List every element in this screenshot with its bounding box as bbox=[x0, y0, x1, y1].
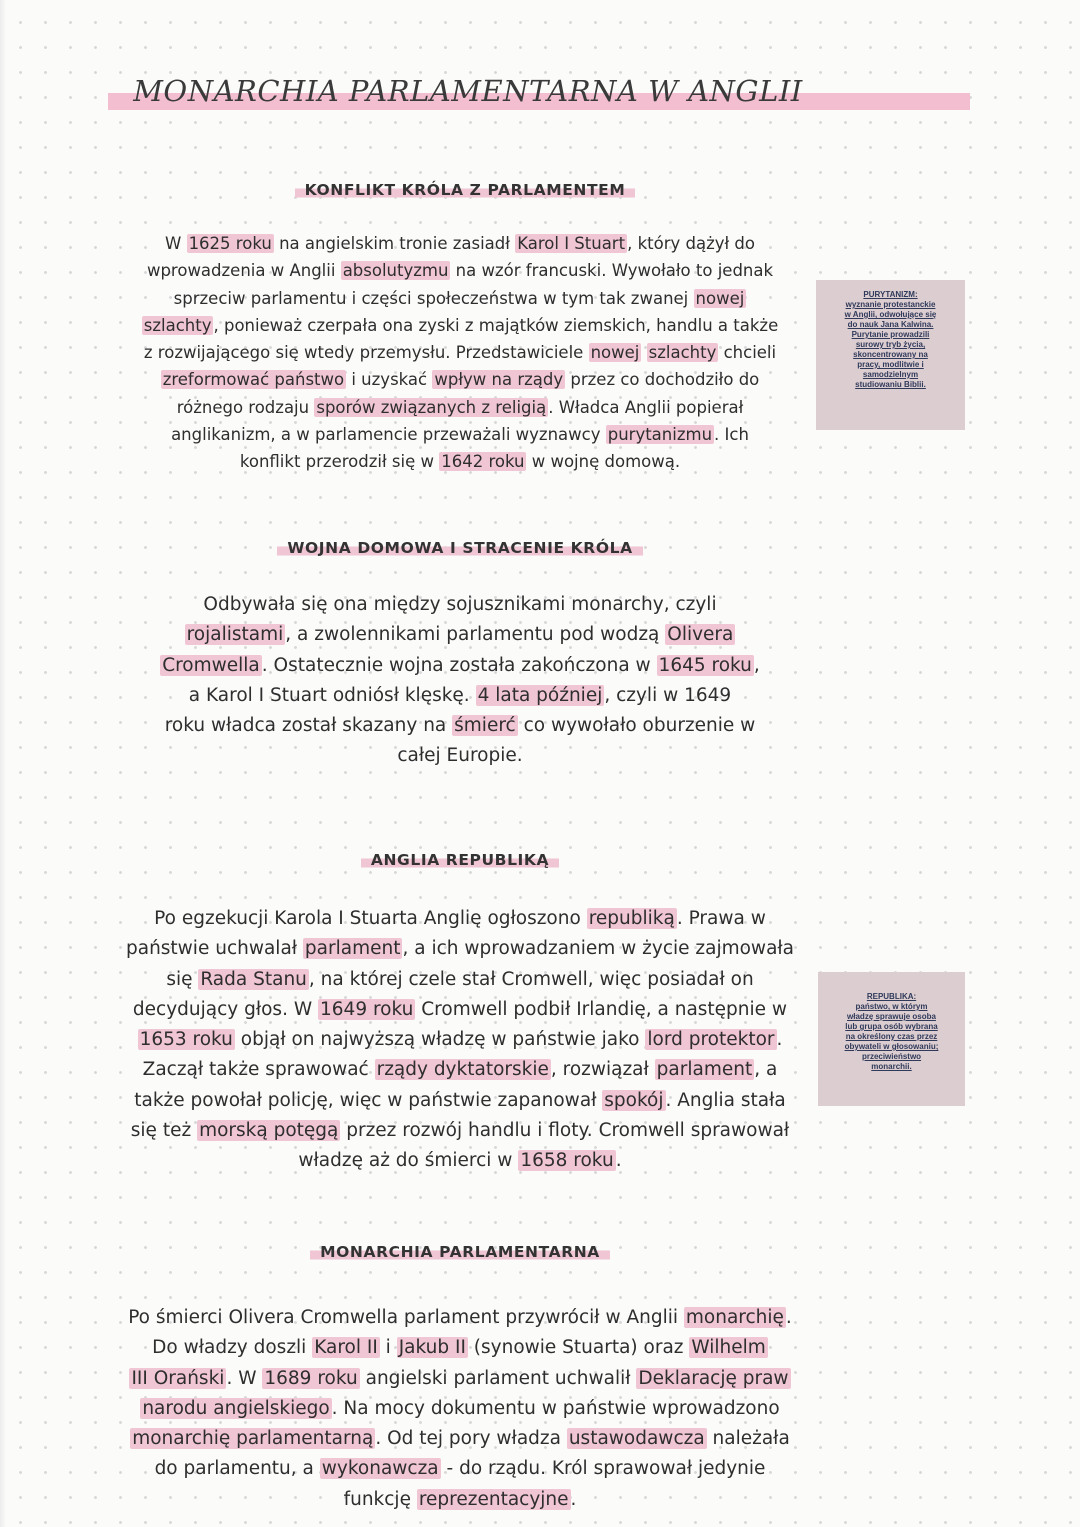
section-heading-text: KONFLIKT KRÓLA Z PARLAMENTEM bbox=[295, 181, 636, 199]
section-heading-monarchia bbox=[280, 1243, 640, 1261]
text-line: monarchię parlamentarną . Od tej pory władza ustawodawcza należała bbox=[132, 1428, 790, 1450]
section-text-republika bbox=[90, 904, 830, 1177]
text-line: III Orański . W 1689 roku angielski parlament uchwalił Deklarację praw bbox=[131, 1367, 789, 1389]
section-heading-wojna bbox=[240, 539, 680, 557]
highlighted-term: Karol I Stuart bbox=[517, 234, 626, 253]
highlighted-term: lord protektor bbox=[647, 1029, 775, 1051]
note-line: na określony czas przez bbox=[845, 1032, 938, 1041]
text-line: szlachty , ponieważ czerpała ona zyski z majątków ziemskich, handlu a także bbox=[143, 315, 779, 335]
highlighted-term: 1645 roku bbox=[658, 654, 752, 676]
highlighted-term: Jakub II bbox=[398, 1337, 466, 1359]
highlighted-term: spokój bbox=[604, 1089, 664, 1111]
highlighted-term: narodu angielskiego bbox=[142, 1397, 330, 1419]
highlighted-term: nowej bbox=[695, 288, 745, 308]
highlighted-term: wpływ na rządy bbox=[434, 370, 564, 390]
note-line: monarchii. bbox=[871, 1062, 912, 1071]
highlighted-term: purytanizmu bbox=[607, 425, 713, 445]
note-line: państwo, w którym bbox=[855, 1002, 928, 1011]
note-purytanizm bbox=[816, 280, 965, 430]
note-line: władzę sprawuje osoba bbox=[847, 1012, 936, 1021]
highlighted-term: Olivera bbox=[667, 624, 734, 646]
note-republika bbox=[818, 972, 965, 1106]
note-title: REPUBLIKA: bbox=[866, 992, 917, 1001]
highlighted-term: monarchię parlamentarną bbox=[132, 1428, 374, 1450]
section-text-monarchia bbox=[90, 1303, 830, 1515]
text-line: Po egzekucji Karola I Stuarta Anglię ogłoszono republiką . Prawa w bbox=[154, 908, 766, 929]
text-line: całej Europie. bbox=[397, 745, 523, 767]
section-heading-konflikt bbox=[240, 181, 690, 199]
highlighted-term: ustawodawcza bbox=[568, 1428, 705, 1450]
text-line: funkcję reprezentacyjne . bbox=[343, 1488, 577, 1510]
note-line: lub grupa osób wybrana bbox=[845, 1022, 938, 1031]
text-line: różnego rodzaju sporów związanych z religią . Władca Anglii popierał bbox=[176, 397, 744, 417]
highlighted-term: 1642 roku bbox=[441, 452, 525, 472]
highlighted-term: 1689 roku bbox=[264, 1367, 358, 1389]
section-heading-text: WOJNA DOMOWA I STRACENIE KRÓLA bbox=[277, 539, 642, 557]
highlighted-term: szlachty bbox=[143, 315, 212, 335]
section-text-wojna bbox=[110, 590, 810, 772]
highlighted-term: wykonawcza bbox=[321, 1458, 439, 1480]
highlighted-term: reprezentacyjne bbox=[418, 1488, 569, 1510]
note-line: surowy tryb życia, bbox=[855, 340, 926, 349]
text-line: państwie uchwalał parlament , a ich wprowadzaniem w życie zajmowała bbox=[125, 938, 794, 960]
section-heading-text: ANGLIA REPUBLIKĄ bbox=[361, 851, 559, 869]
highlighted-term: 4 lata później bbox=[477, 684, 603, 706]
text-line: się też morską potęgą przez rozwój handlu i floty. Cromwell sprawował bbox=[130, 1120, 790, 1142]
highlighted-term: śmierć bbox=[454, 715, 516, 737]
section-heading-republika bbox=[340, 851, 580, 869]
note-line: w Anglii, odwołujące się bbox=[844, 310, 937, 319]
text-line: Odbywała się ona między sojusznikami monarchy, czyli bbox=[203, 594, 717, 615]
highlighted-term: szlachty bbox=[648, 343, 717, 363]
text-line: konflikt przerodził się w 1642 roku w wojnę domową. bbox=[239, 452, 681, 472]
highlighted-term: III Orański bbox=[131, 1367, 225, 1389]
highlighted-term: zreformować państwo bbox=[162, 370, 345, 390]
highlighted-term: morską potęgą bbox=[199, 1120, 339, 1142]
note-line: obywateli w głosowaniu; bbox=[844, 1042, 939, 1051]
highlighted-term: Wilhelm bbox=[691, 1337, 766, 1359]
section-heading-text: MONARCHIA PARLAMENTARNA bbox=[310, 1243, 610, 1261]
text-line: Cromwella . Ostatecznie wojna została zakończona w 1645 roku , bbox=[162, 654, 760, 676]
page-title: MONARCHIA PARLAMENTARNA W ANGLII bbox=[133, 74, 803, 108]
note-line: Purytanie prowadzili bbox=[851, 330, 930, 339]
text-line: wprowadzenia w Anglii absolutyzmu na wzór francuski. Wywołało to jednak bbox=[146, 261, 774, 281]
note-line: do nauk Jana Kalwina. bbox=[847, 320, 934, 329]
note-line: pracy, modlitwie i bbox=[857, 360, 924, 369]
text-line: się Rada Stanu , na której czele stał Cromwell, więc posiadał on bbox=[166, 968, 754, 990]
highlighted-term: 1649 roku bbox=[320, 998, 414, 1020]
text-line: anglikanizm, a w parlamencie przeważali wyznawcy purytanizmu . Ich bbox=[171, 425, 749, 445]
highlighted-term: 1625 roku bbox=[188, 234, 272, 253]
text-line: z rozwijającego się wtedy przemysłu. Przedstawiciele nowej szlachty chcieli bbox=[143, 343, 777, 363]
text-line: narodu angielskiego . Na mocy dokumentu w państwie wprowadzono bbox=[142, 1397, 780, 1419]
text-line: Po śmierci Olivera Cromwella parlament przywrócił w Anglii monarchię . bbox=[128, 1307, 792, 1328]
highlighted-term: monarchię bbox=[685, 1307, 784, 1328]
section-text-konflikt bbox=[110, 230, 810, 476]
text-line: Do władzy doszli Karol II i Jakub II (synowie Stuarta) oraz Wilhelm bbox=[152, 1337, 766, 1359]
note-line: wyznanie protestanckie bbox=[845, 300, 936, 309]
highlighted-term: 1653 roku bbox=[139, 1029, 233, 1051]
note-line: studiowaniu Biblii. bbox=[855, 380, 926, 389]
text-line: rojalistami , a zwolennikami parlamentu pod wodzą Olivera bbox=[186, 624, 734, 646]
page-edge bbox=[0, 0, 6, 1527]
text-line: decydujący głos. W 1649 roku Cromwell podbił Irlandię, a następnie w bbox=[132, 998, 788, 1020]
text-line: do parlamentu, a wykonawcza - do rządu. Król sprawował jedynie bbox=[154, 1458, 766, 1480]
note-line: skoncentrowany na bbox=[853, 350, 928, 359]
highlighted-term: republiką bbox=[588, 908, 675, 929]
highlighted-term: Deklarację praw bbox=[638, 1367, 789, 1389]
highlighted-term: parlament bbox=[656, 1059, 753, 1081]
text-line: sprzeciw parlamentu i części społeczeństwa w tym tak zwanej nowej bbox=[173, 288, 745, 308]
highlighted-term: 1658 roku bbox=[520, 1150, 614, 1172]
highlighted-term: parlament bbox=[304, 938, 401, 960]
text-line: Zaczął także sprawować rządy dyktatorskie , rozwiązał parlament , a bbox=[142, 1059, 778, 1081]
highlighted-term: rządy dyktatorskie bbox=[376, 1059, 549, 1081]
text-line: także powołał policję, więc w państwie zapanował spokój . Anglia stała bbox=[134, 1089, 786, 1111]
highlighted-term: Cromwella bbox=[162, 654, 260, 676]
highlighted-term: sporów związanych z religią bbox=[316, 397, 547, 417]
highlighted-term: Rada Stanu bbox=[200, 968, 307, 990]
highlighted-term: nowej bbox=[590, 343, 640, 363]
note-line: przeciwieństwo bbox=[861, 1052, 922, 1061]
highlighted-term: Karol II bbox=[314, 1337, 378, 1359]
text-line: W 1625 roku na angielskim tronie zasiadł Karol I Stuart , który dążył do bbox=[165, 234, 755, 253]
text-line: a Karol I Stuart odniósł klęskę. 4 lata później , czyli w 1649 bbox=[188, 684, 732, 706]
highlighted-term: rojalistami bbox=[186, 624, 284, 646]
highlighted-term: absolutyzmu bbox=[342, 261, 449, 281]
text-line: władzę aż do śmierci w 1658 roku . bbox=[298, 1150, 622, 1172]
text-line: zreformować państwo i uzyskać wpływ na rządy przez co dochodziło do bbox=[162, 370, 760, 390]
note-title: PURYTANIZM: bbox=[863, 290, 918, 299]
text-line: 1653 roku objął on najwyższą władzę w państwie jako lord protektor . bbox=[139, 1029, 783, 1051]
note-line: samodzielnym bbox=[862, 370, 919, 379]
text-line: roku władca został skazany na śmierć co wywołało oburzenie w bbox=[164, 715, 756, 737]
